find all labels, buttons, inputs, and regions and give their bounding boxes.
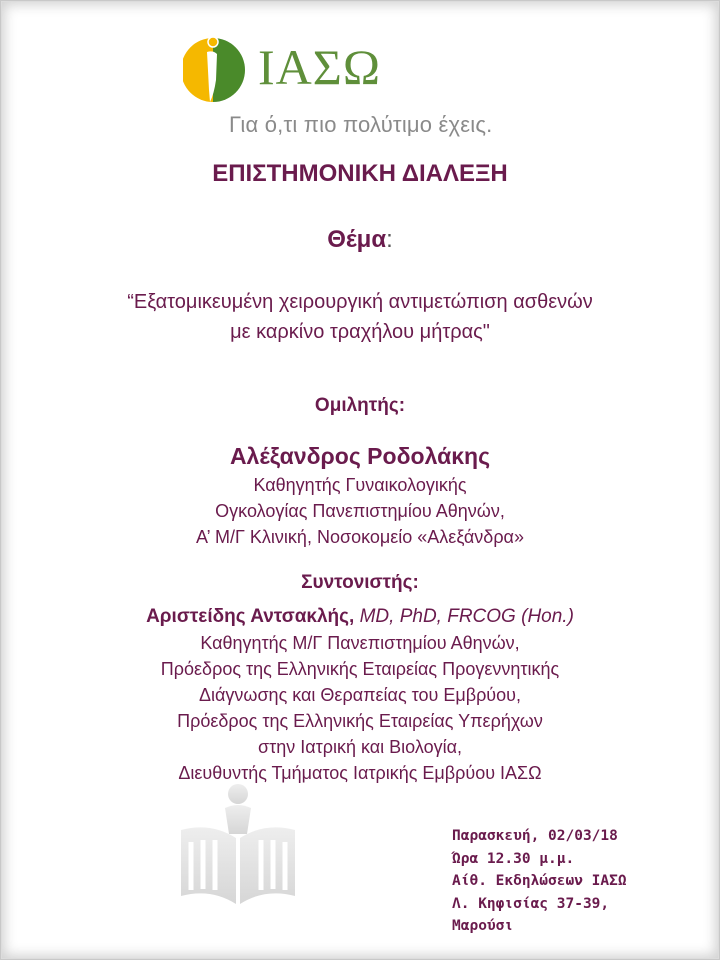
theme-label: Θέμα (327, 226, 387, 253)
coordinator-line: Διάγνωσης και Θεραπείας του Εμβρύου, (198, 685, 522, 705)
coordinator-heading (0, 606, 720, 628)
speaker-description (0, 472, 720, 550)
speaker-line: Καθηγητής Γυναικολογικής (253, 475, 467, 495)
event-venue: Αίθ. Εκδηλώσεων ΙΑΣΩ (452, 873, 627, 889)
event-time: Ώρα 12.30 μ.μ. (452, 850, 575, 867)
lecture-subject (0, 287, 720, 347)
coordinator-line: Καθηγητής Μ/Γ Πανεπιστημίου Αθηνών, (200, 633, 520, 653)
brand-name: ΙΑΣΩ (258, 39, 382, 95)
tagline: Για ό,τι πιο πολύτιμο έχεις. (229, 112, 493, 137)
speaker-label: Ομιλητής: (314, 395, 406, 416)
event-date: Παρασκευή, 02/03/18 (452, 828, 618, 844)
coordinator-description (0, 630, 720, 786)
coordinator-line: Διευθυντής Τμήματος Ιατρικής Εμβρύου ΙΑΣΩ (178, 763, 542, 783)
subject-line: με καρκίνο τραχήλου μήτρας" (230, 321, 490, 343)
coordinator-credentials: MD, PhD, FRCOG (Hon.) (359, 606, 574, 627)
coordinator-line: στην Ιατρική και Βιολογία, (257, 737, 462, 757)
speaker-line: Ογκολογίας Πανεπιστημίου Αθηνών, (215, 501, 505, 521)
theme-colon: : (386, 226, 393, 253)
coordinator-name: Αριστείδης Αντσακλής, (146, 606, 355, 627)
subject-line: “Εξατομικευμένη χειρουργική αντιμετώπιση ασθενών (127, 291, 593, 313)
coordinator-line: Πρόεδρος της Ελληνικής Εταιρείας Υπερήχων (177, 711, 543, 731)
book-watermark-icon (163, 772, 313, 922)
page-title: ΕΠΙΣΤΗΜΟΝΙΚΗ ΔΙΑΛΕΞΗ (212, 160, 508, 187)
event-city: Μαρούσι (452, 918, 514, 934)
event-address: Λ. Κηφισίας 37-39, (452, 895, 610, 912)
coordinator-line: Πρόεδρος της Ελληνικής Εταιρείας Προγεννητικής (160, 659, 560, 679)
speaker-name: Αλέξανδρος Ροδολάκης (229, 443, 491, 469)
speaker-line: Α’ Μ/Γ Κλινική, Νοσοκομείο «Αλεξάνδρα» (196, 527, 524, 547)
coordinator-label: Συντονιστής: (301, 572, 419, 593)
event-details (452, 825, 627, 938)
theme-heading (0, 226, 720, 254)
